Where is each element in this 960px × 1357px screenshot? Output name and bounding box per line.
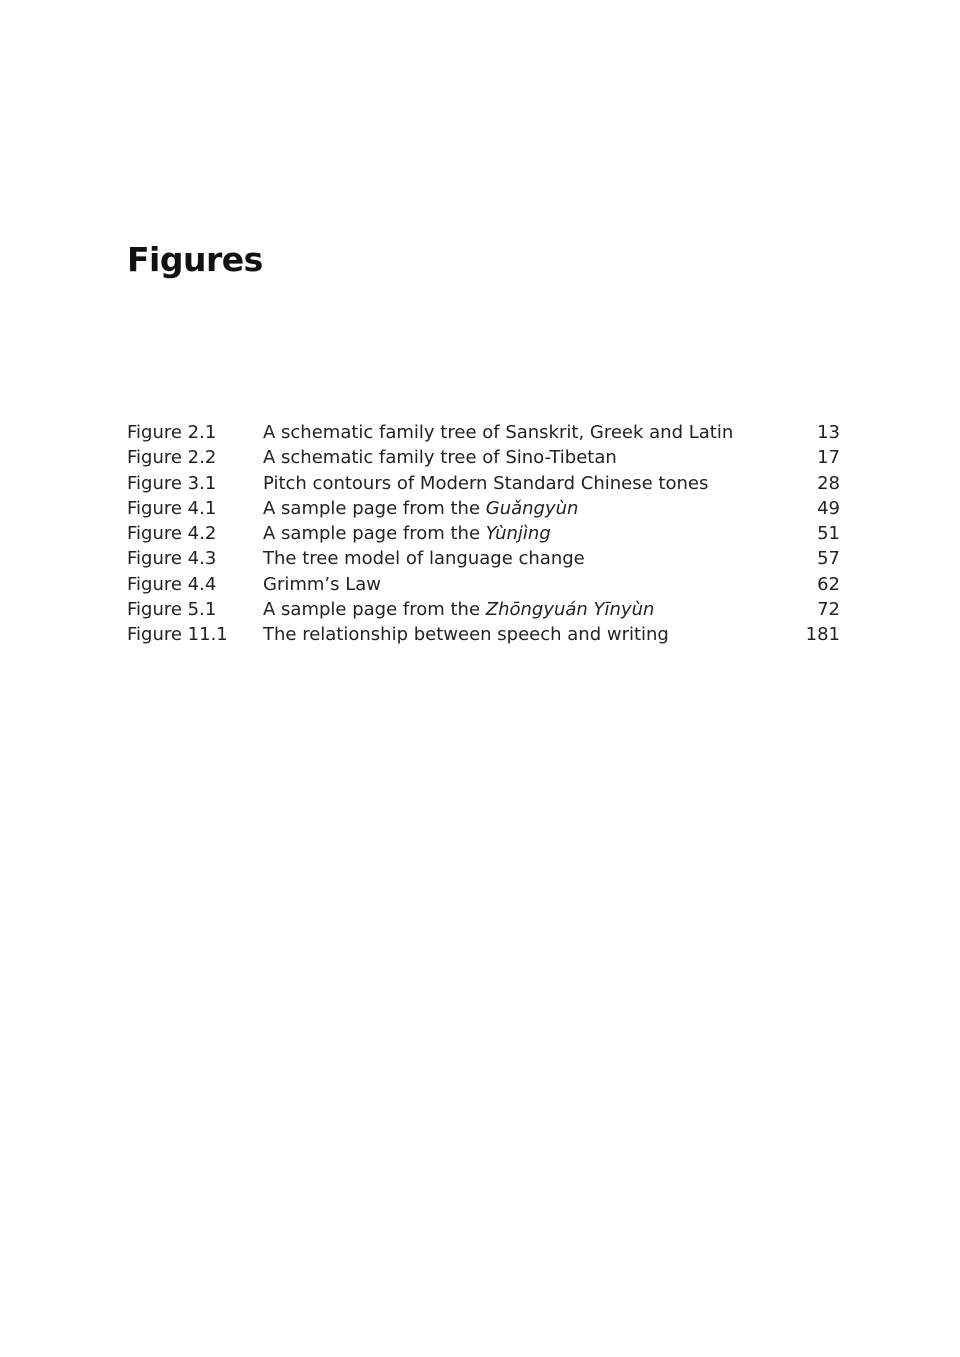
list-item <box>127 572 840 597</box>
figure-caption <box>263 597 654 622</box>
figure-number: Figure 11.1 <box>127 624 228 646</box>
figure-number: Figure 4.4 <box>127 573 217 595</box>
caption-text: The tree model of language change <box>263 548 585 570</box>
caption-text: The relationship between speech and writing <box>263 624 669 646</box>
caption-italic-title: Yùnjìng <box>485 523 551 545</box>
caption-italic-title: Zhōngyuán Yīnyùn <box>485 599 655 621</box>
page-number: 57 <box>817 548 840 570</box>
page-number: 51 <box>817 523 840 545</box>
figure-number: Figure 3.1 <box>127 472 217 494</box>
figure-number: Figure 2.2 <box>127 447 217 469</box>
caption-text: Grimm’s Law <box>263 573 382 595</box>
page-title: Figures <box>127 240 263 279</box>
list-of-figures <box>127 420 840 648</box>
page-number: 28 <box>817 472 840 494</box>
figure-caption <box>263 521 551 546</box>
list-item <box>127 496 840 521</box>
page-number: 62 <box>817 573 840 595</box>
figure-caption <box>263 496 578 521</box>
page-number: 72 <box>817 599 840 621</box>
list-item <box>127 420 840 445</box>
list-item <box>127 597 840 622</box>
caption-italic-title: Guǎngyùn <box>485 497 579 519</box>
caption-text: A schematic family tree of Sino-Tibetan <box>263 447 617 469</box>
figure-caption <box>263 471 708 496</box>
caption-text: Pitch contours of Modern Standard Chinese tones <box>263 472 709 494</box>
figure-caption <box>263 572 381 597</box>
page-number: 17 <box>817 447 840 469</box>
list-item <box>127 622 840 647</box>
figure-caption <box>263 546 585 571</box>
figure-number: Figure 4.2 <box>127 523 217 545</box>
list-item <box>127 445 840 470</box>
caption-text: A schematic family tree of Sanskrit, Greek and Latin <box>263 422 734 443</box>
figure-number: Figure 4.1 <box>127 497 217 519</box>
caption-text: A sample page from the <box>263 497 486 519</box>
page-number: 181 <box>805 624 840 646</box>
page-number: 13 <box>817 422 840 443</box>
figure-number: Figure 5.1 <box>127 599 217 621</box>
caption-text: A sample page from the <box>263 523 486 545</box>
page-number: 49 <box>817 497 840 519</box>
figure-number: Figure 4.3 <box>127 548 217 570</box>
figure-caption <box>263 445 617 470</box>
list-item <box>127 546 840 571</box>
caption-text: A sample page from the <box>263 599 486 621</box>
figure-caption <box>263 622 669 647</box>
figure-number: Figure 2.1 <box>127 422 217 443</box>
list-item <box>127 521 840 546</box>
figure-caption <box>263 420 733 445</box>
list-item <box>127 471 840 496</box>
